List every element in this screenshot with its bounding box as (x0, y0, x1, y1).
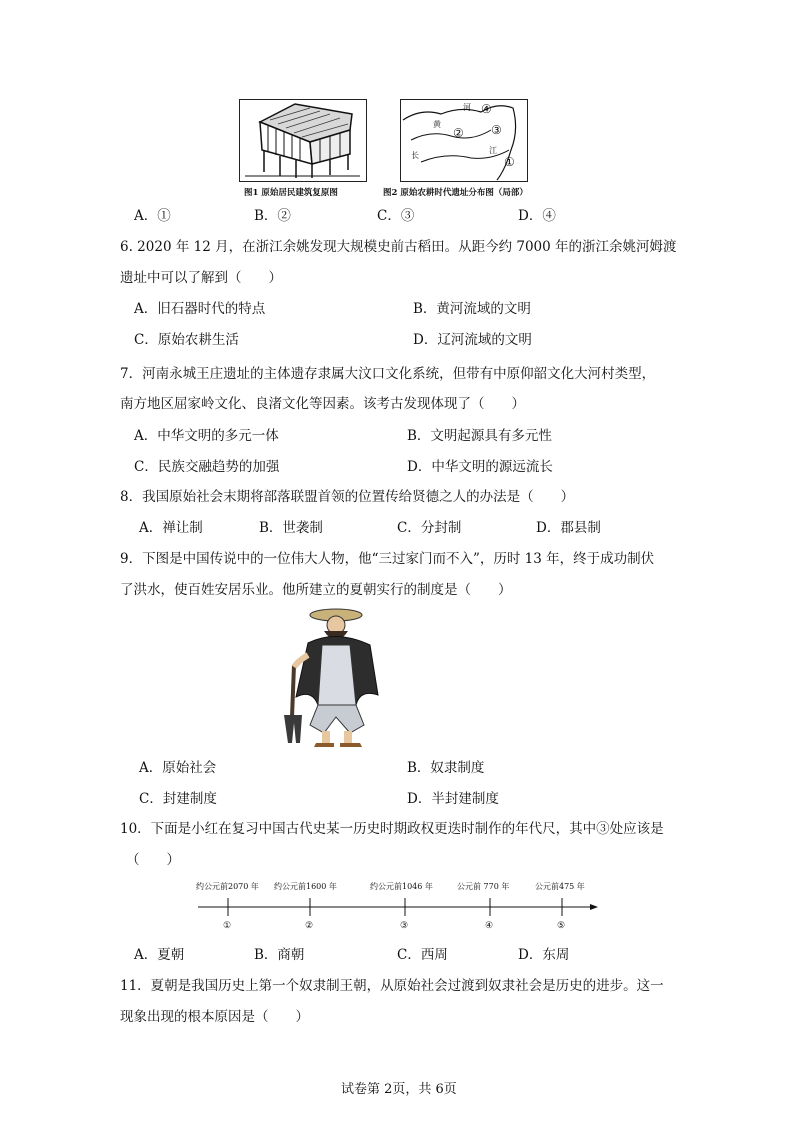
timeline-label-5: 公元前475 年 (535, 882, 585, 891)
q5-option-b: B．② (254, 208, 291, 224)
q11-stem-line2: 现象出现的根本原因是（ ） (120, 1009, 309, 1025)
map-site-3: ③ (491, 123, 502, 137)
timeline-label-3: 约公元前1046 年 (370, 882, 433, 891)
q9-option-c: C．封建制度 (139, 791, 217, 807)
figure-2-site-map (400, 99, 528, 182)
figure-1-caption: 图1 原始居民建筑复原图 (244, 188, 338, 198)
figure-1-dwelling (239, 99, 367, 182)
timeline-mark-5: ⑤ (557, 921, 566, 931)
q6-stem-line2: 遗址中可以了解到（ ） (120, 270, 282, 286)
q10-option-d: D．东周 (518, 947, 570, 963)
q8-option-b: B．世袭制 (259, 520, 323, 536)
q10-stem-line1: 10．下面是小红在复习中国古代史某一历史时期政权更迭时制作的年代尺，其中③处应该是 (120, 821, 664, 837)
timeline-mark-3: ③ (400, 921, 409, 931)
q8-option-d: D．郡县制 (536, 520, 601, 536)
q6-option-c: C．原始农耕生活 (134, 332, 239, 348)
q7-option-a: A．中华文明的多元一体 (134, 428, 279, 444)
timeline-mark-4: ④ (485, 921, 494, 931)
q7-option-c: C．民族交融趋势的加强 (134, 459, 280, 475)
q9-option-d: D．半封建制度 (407, 791, 499, 807)
q6-option-d: D．辽河流域的文明 (413, 332, 532, 348)
q8-stem: 8．我国原始社会末期将部落联盟首领的位置传给贤德之人的办法是（ ） (120, 489, 575, 505)
timeline-label-2: 约公元前1600 年 (274, 882, 337, 891)
q5-option-c: C．③ (377, 208, 415, 224)
timeline (190, 878, 610, 938)
q5-option-a: A．① (134, 208, 171, 224)
q9-option-b: B．奴隶制度 (407, 760, 485, 776)
q7-stem-line1: 7．河南永城王庄遗址的主体遗存隶属大汶口文化系统，但带有中原仰韶文化大河村类型， (120, 366, 656, 382)
q9-stem-line1: 9．下图是中国传说中的一位伟大人物，他“三过家门而不入”，历时 13 年，终于成功制伏 (120, 551, 655, 567)
map-label-chang: 长 (411, 151, 419, 160)
q6-stem-line1: 6. 2020 年 12 月，在浙江余姚发现大规模史前古稻田。从距今约 7000 年的浙江余姚河姆渡 (120, 239, 677, 255)
q9-stem-line2: 了洪水，使百姓安居乐业。他所建立的夏朝实行的制度是（ ） (120, 582, 512, 598)
q5-option-d: D．④ (518, 208, 556, 224)
q8-option-a: A．禅让制 (139, 520, 203, 536)
figure-2-caption: 图2 原始农耕时代遗址分布图（局部） (383, 188, 528, 198)
map-label-he: 河 (463, 103, 471, 112)
timeline-mark-2: ② (305, 921, 314, 931)
q6-option-a: A．旧石器时代的特点 (134, 301, 266, 317)
map-site-1: ① (504, 155, 515, 169)
timeline-label-1: 约公元前2070 年 (196, 882, 259, 891)
q7-option-b: B．文明起源具有多元性 (407, 428, 552, 444)
map-label-huang: 黄 (433, 120, 441, 129)
page-footer: 试卷第 2页，共 6页 (341, 1082, 457, 1097)
map-site-4: ④ (481, 102, 492, 116)
q10-option-a: A．夏朝 (134, 947, 185, 963)
map-label-jiang: 江 (489, 146, 497, 155)
timeline-mark-1: ① (223, 921, 232, 931)
q8-option-c: C．分封制 (397, 520, 462, 536)
q7-stem-line2: 南方地区屈家岭文化、良渚文化等因素。该考古发现体现了（ ） (120, 396, 525, 412)
yu-figure-illustration (278, 605, 390, 750)
q10-option-c: C．西周 (397, 947, 448, 963)
map-site-2: ② (453, 126, 464, 140)
timeline-label-4: 公元前 770 年 (457, 882, 510, 891)
q9-option-a: A．原始社会 (139, 760, 217, 776)
dwelling-illustration (240, 100, 366, 181)
q11-stem-line1: 11．夏朝是我国历史上第一个奴隶制王朝，从原始社会过渡到奴隶社会是历史的进步。这一 (120, 978, 664, 994)
q7-option-d: D．中华文明的源远流长 (407, 459, 553, 475)
q10-stem-line2: （ ） (126, 852, 180, 868)
q10-option-b: B．商朝 (254, 947, 305, 963)
q6-option-b: B．黄河流域的文明 (413, 301, 531, 317)
